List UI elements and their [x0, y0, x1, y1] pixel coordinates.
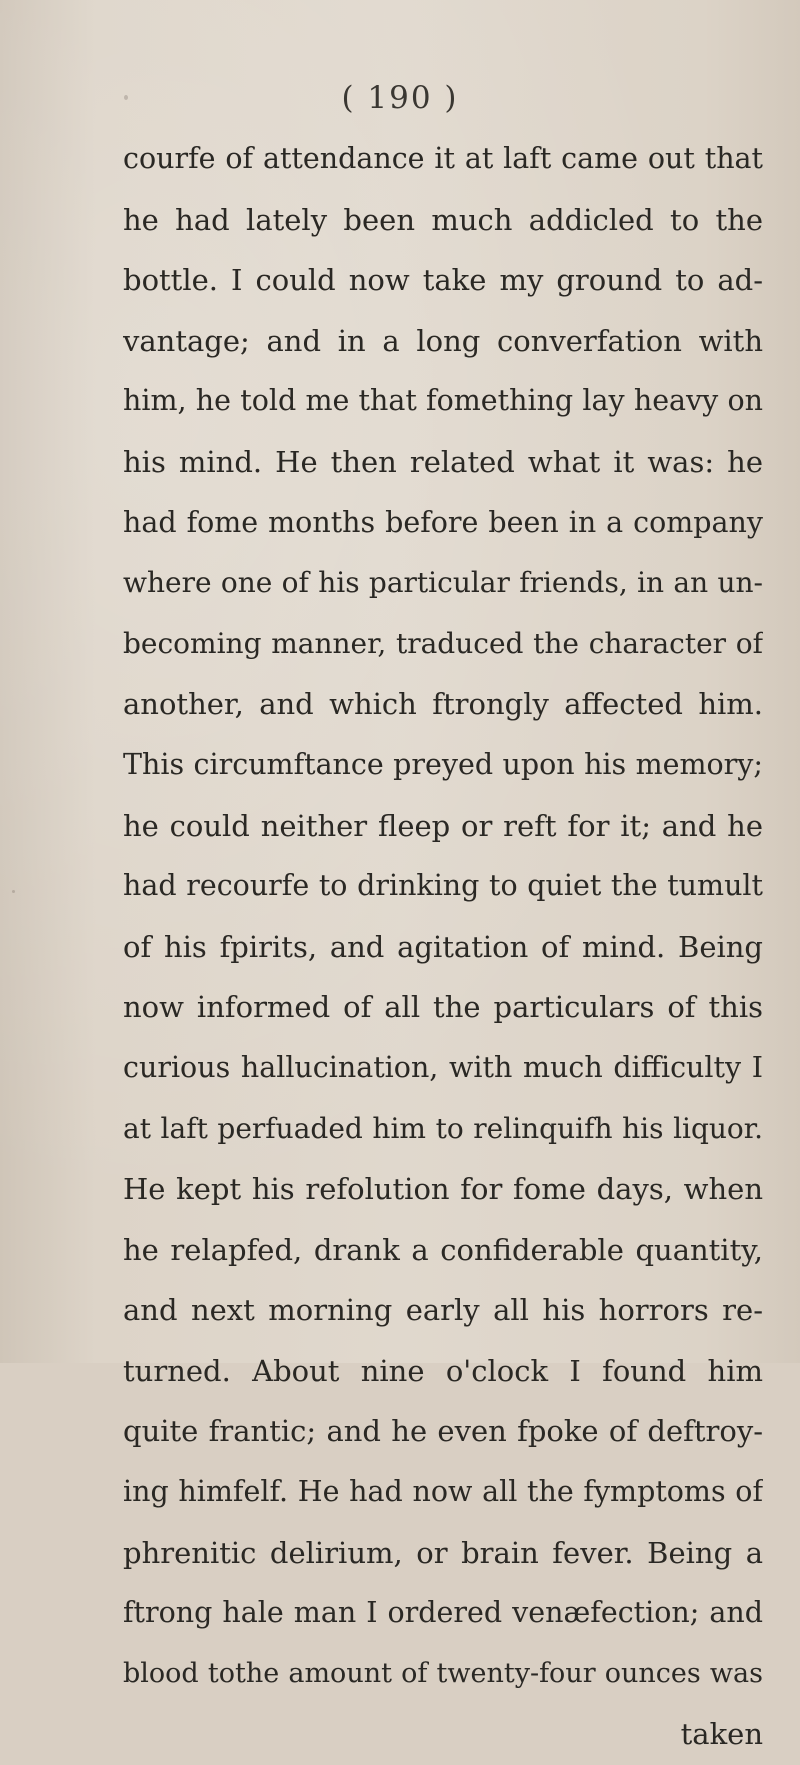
- text-line: of his fpirits, and agitation of mind. Being: [123, 929, 763, 964]
- text-line: he had lately been much addicled to the: [123, 202, 763, 237]
- text-line: phrenitic delirium, or brain fever. Being a: [123, 1535, 763, 1570]
- text-line: his mind. He then related what it was: he: [123, 444, 763, 479]
- text-line: he relapfed, drank a confiderable quantity,: [123, 1232, 763, 1267]
- text-line: where one of his particular friends, in an un-: [123, 566, 763, 600]
- page-number: ( 190 ): [341, 80, 459, 116]
- text-line: bottle. I could now take my ground to ad-: [123, 263, 763, 298]
- text-line: He kept his refolution for fome days, when: [123, 1172, 763, 1207]
- text-line: quite frantic; and he even fpoke of deftroy-: [123, 1414, 763, 1449]
- text-line: ing himfelf. He had now all the fymptoms of: [123, 1475, 763, 1509]
- text-line: had fome months before been in a company: [123, 505, 763, 539]
- text-line: at laft perfuaded him to relinquifh his liquor.: [123, 1111, 763, 1145]
- text-line: had recourfe to drinking to quiet the tumult: [123, 869, 763, 903]
- ink-spot: [12, 890, 15, 893]
- text-line: and next morning early all his horrors re-: [123, 1293, 763, 1328]
- text-line: This circumftance preyed upon his memory;: [123, 747, 763, 781]
- text-line: now informed of all the particulars of this: [123, 990, 763, 1025]
- text-line: he could neither fleep or reft for it; and he: [123, 808, 763, 843]
- text-line: blood tothe amount of twenty-four ounces was: [123, 1657, 763, 1689]
- text-line: courfe of attendance it at laft came out that: [123, 142, 763, 175]
- text-line: another, and which ftrongly affected him.: [123, 687, 763, 722]
- text-line: vantage; and in a long converfation with: [123, 323, 763, 358]
- body-text: [123, 129, 763, 1765]
- catchword: taken: [680, 1717, 763, 1752]
- text-line: becoming manner, traduced the character of: [123, 626, 763, 660]
- text-line: ftrong hale man I ordered venæfection; and: [123, 1596, 763, 1630]
- text-line: curious hallucination, with much difficulty I: [123, 1050, 763, 1084]
- text-line: him, he told me that fomething lay heavy on: [123, 384, 763, 418]
- text-line: turned. About nine o'clock I found him: [123, 1353, 763, 1388]
